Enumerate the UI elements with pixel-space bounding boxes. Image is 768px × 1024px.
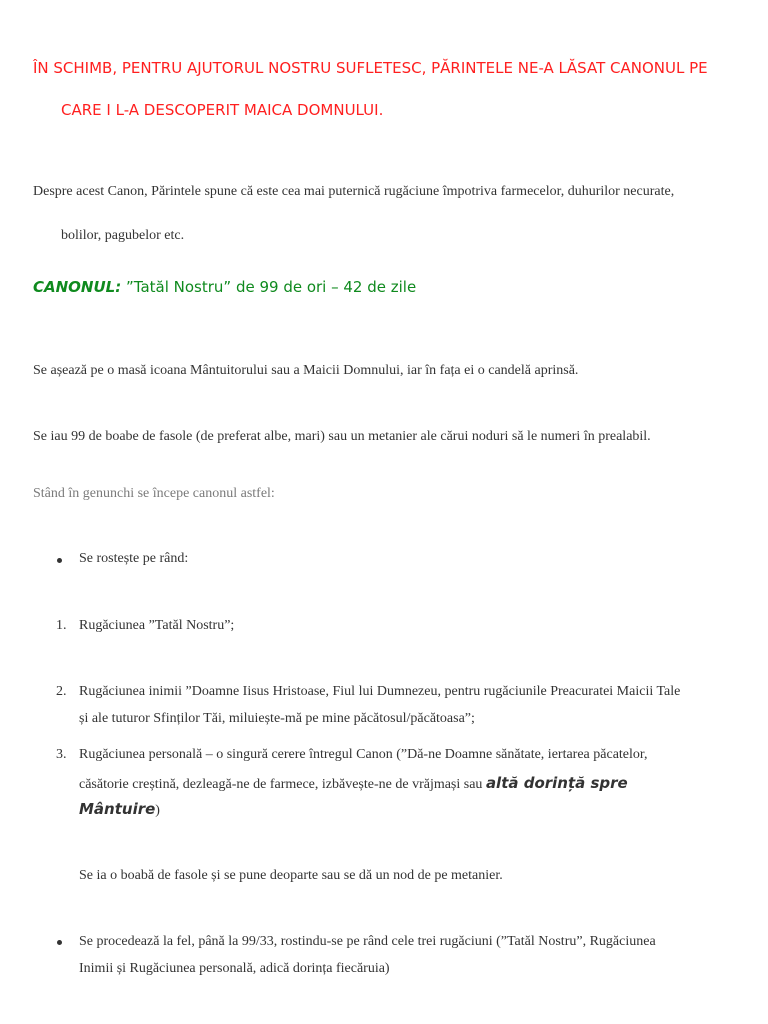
paragraph-beans: Se iau 99 de boabe de fasole (de preferat albe, mari) sau un metanier ale cărui noduri să le numeri în prealabil. (33, 429, 651, 444)
canon-title (33, 278, 416, 296)
intro-line-1: Despre acest Canon, Părintele spune că este cea mai puternică rugăciune împotriva farmecelor, duhurilor necurate, (33, 184, 675, 199)
note-bean-aside: Se ia o boabă de fasole și se pune deoparte sau se dă un nod de pe metanier. (79, 868, 503, 883)
item-1-number: 1. (56, 618, 67, 633)
bullet-2-line-2: Inimii și Rugăciunea personală, adică dorința fiecăruia) (79, 961, 390, 976)
bullet-1-text: Se rostește pe rând: (79, 551, 189, 566)
item-3-emphasis-1: altă dorință spre (485, 774, 628, 792)
canon-title-text: ”Tatăl Nostru” de 99 de ori – 42 de zile (121, 278, 417, 296)
item-3-emphasis-2: Mântuire (79, 800, 156, 818)
item-3-closing: ) (155, 803, 160, 818)
bullet-2-marker (57, 940, 62, 945)
item-2-number: 2. (56, 684, 67, 699)
item-2-text-line-2: și ale tuturor Sfinților Tăi, miluiește-mă pe mine păcătosul/păcătoasa”; (79, 711, 475, 726)
item-3-number: 3. (56, 747, 67, 762)
bullet-2-line-1: Se procedează la fel, până la 99/33, rostindu-se pe rând cele trei rugăciuni (”Tatăl Nostru”, Rugăciunea (79, 934, 656, 949)
canon-title-label: CANONUL: (33, 278, 122, 296)
paragraph-icon-setup: Se așează pe o masă icoana Mântuitorului sau a Maicii Domnului, iar în fața ei o candelă aprinsă. (33, 363, 579, 378)
intro-line-2: bolilor, pagubelor etc. (61, 228, 185, 243)
item-2-text-line-1: Rugăciunea inimii ”Doamne Iisus Hristoase, Fiul lui Dumnezeu, pentru rugăciunile Preacuratei Maicii Tale (79, 684, 681, 699)
bullet-1-marker (57, 558, 62, 563)
heading-line-2: CARE I L-A DESCOPERIT MAICA DOMNULUI. (61, 101, 384, 119)
heading-line-1: ÎN SCHIMB, PENTRU AJUTORUL NOSTRU SUFLETESC, PĂRINTELE NE-A LĂSAT CANONUL PE (33, 59, 708, 77)
item-3-text-line-1: Rugăciunea personală – o singură cerere întregul Canon (”Dă-ne Doamne sănătate, iertarea păcatelor, (79, 747, 648, 762)
item-3-text-line-3 (79, 800, 160, 819)
item-1-text: Rugăciunea ”Tatăl Nostru”; (79, 618, 235, 633)
paragraph-kneeling: Stând în genunchi se începe canonul astfel: (33, 486, 275, 501)
item-3-text-line-2 (79, 774, 628, 793)
item-3-text-line-2-plain: căsătorie creștină, dezleagă-ne de farmece, izbăvește-ne de vrăjmași sau (79, 777, 486, 792)
